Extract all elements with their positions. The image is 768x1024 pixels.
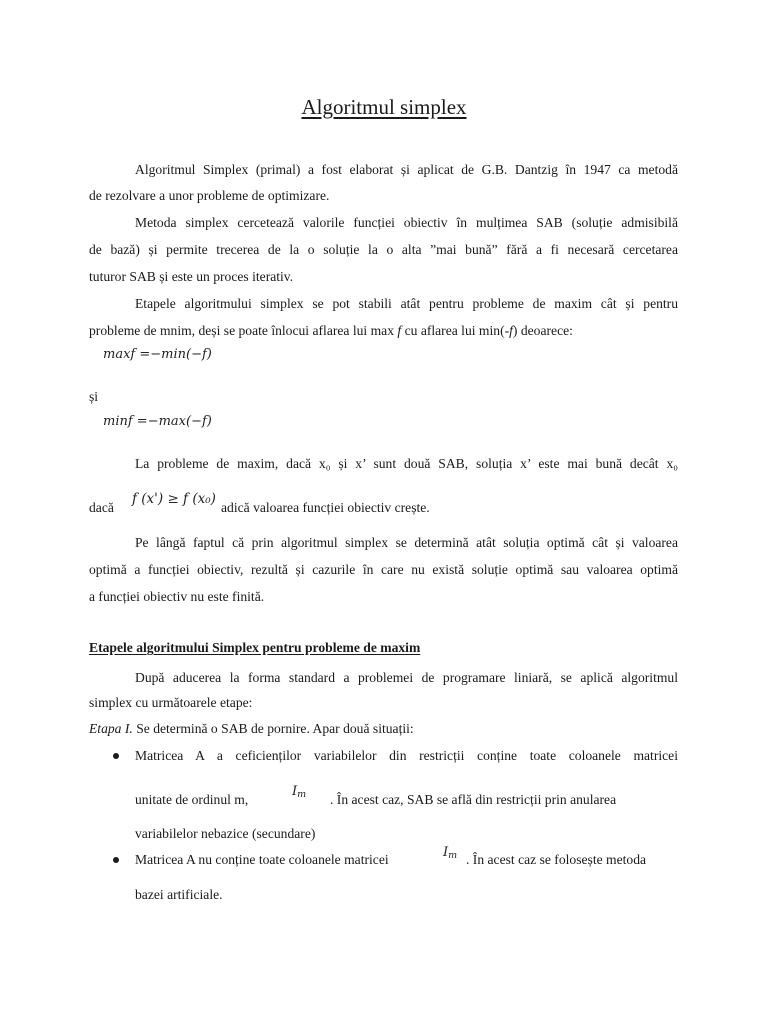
bullet-line: bazei artificiale. xyxy=(135,887,223,902)
paragraph-line: După aducerea la forma standard a problemei de programare liniară, se aplică algoritmul xyxy=(135,670,678,685)
paragraph-line: Etapele algoritmului simplex se pot stabili atât pentru probleme de maxim cât și pentru xyxy=(135,296,678,311)
bullet-line: variabilelor nebazice (secundare) xyxy=(135,826,316,841)
paragraph-line: dacă xyxy=(89,500,114,515)
matrix-symbol: I xyxy=(443,845,449,860)
formula-identity-matrix xyxy=(292,784,306,800)
paragraph-line: tuturor SAB și este un proces iterativ. xyxy=(89,269,294,284)
bullet-line: Matricea A a ceficienților variabilelor din restricții conține toate coloanele matricei xyxy=(135,748,678,763)
text-run: probleme de mnim, deși se poate înlocui aflarea lui max xyxy=(89,323,398,338)
formula-min: minf =−max(−f) xyxy=(103,414,212,429)
paragraph-line: de rezolvare a unor probleme de optimizare. xyxy=(89,188,330,203)
matrix-subscript: m xyxy=(448,850,458,861)
formula-inequality: f (x') ≥ f (x₀) xyxy=(132,491,216,507)
bullet-line: . În acest caz, SAB se află din restricții prin anularea xyxy=(330,792,617,807)
bullet-line: Matricea A nu conține toate coloanele matricei xyxy=(135,852,389,867)
text-run: ) deoarece: xyxy=(512,323,573,338)
paragraph-line: Metoda simplex cercetează valorile funcției obiectiv în mulțimea SAB (soluție admisibilă xyxy=(135,215,678,230)
paragraph-line: Algoritmul Simplex (primal) a fost elaborat și aplicat de G.B. Dantzig în 1947 ca metodă xyxy=(135,162,678,177)
page-title: Algoritmul simplex xyxy=(301,95,467,119)
paragraph-line: de bază) și permite trecerea de la o soluție la o alta ”mai bună” fără a fi necesară cercetarea xyxy=(89,242,678,257)
text-run-italic: -f xyxy=(504,323,513,338)
paragraph-line xyxy=(89,322,573,340)
paragraph-line: optimă a funcției obiectiv, rezultă și cazurile în care nu există soluție optimă sau valoarea optimă xyxy=(89,562,678,577)
bullet-line: unitate de ordinul m, xyxy=(135,792,249,807)
paragraph-line: simplex cu următoarele etape: xyxy=(89,695,253,710)
text-run-italic: f xyxy=(397,323,402,338)
matrix-subscript: m xyxy=(297,789,307,800)
section-heading: Etapele algoritmului Simplex pentru probleme de maxim xyxy=(89,640,421,655)
paragraph-line: La probleme de maxim, dacă x₀ și x’ sunt două SAB, soluția x’ este mai bună decât x₀ xyxy=(135,456,678,471)
formula-identity-matrix xyxy=(443,845,457,861)
text-run: Se determină o SAB de pornire. Apar două situații: xyxy=(132,721,414,736)
paragraph-line xyxy=(89,720,414,738)
formula-max: maxf =−min(−f) xyxy=(103,347,212,362)
etapa-label: Etapa I. xyxy=(89,721,133,736)
bullet-icon xyxy=(113,857,119,863)
paragraph-line: a funcției obiectiv nu este finită. xyxy=(89,589,265,604)
bullet-icon xyxy=(113,753,119,759)
bullet-line: . În acest caz se folosește metoda xyxy=(466,852,647,867)
paragraph-line: adică valoarea funcției obiectiv crește. xyxy=(221,500,430,515)
paragraph-line: Pe lângă faptul că prin algoritmul simplex se determină atât soluția optimă cât și valoarea xyxy=(135,535,678,550)
conjunction-text: și xyxy=(89,389,99,404)
matrix-symbol: I xyxy=(292,784,298,799)
text-run: cu aflarea lui min( xyxy=(401,323,505,338)
